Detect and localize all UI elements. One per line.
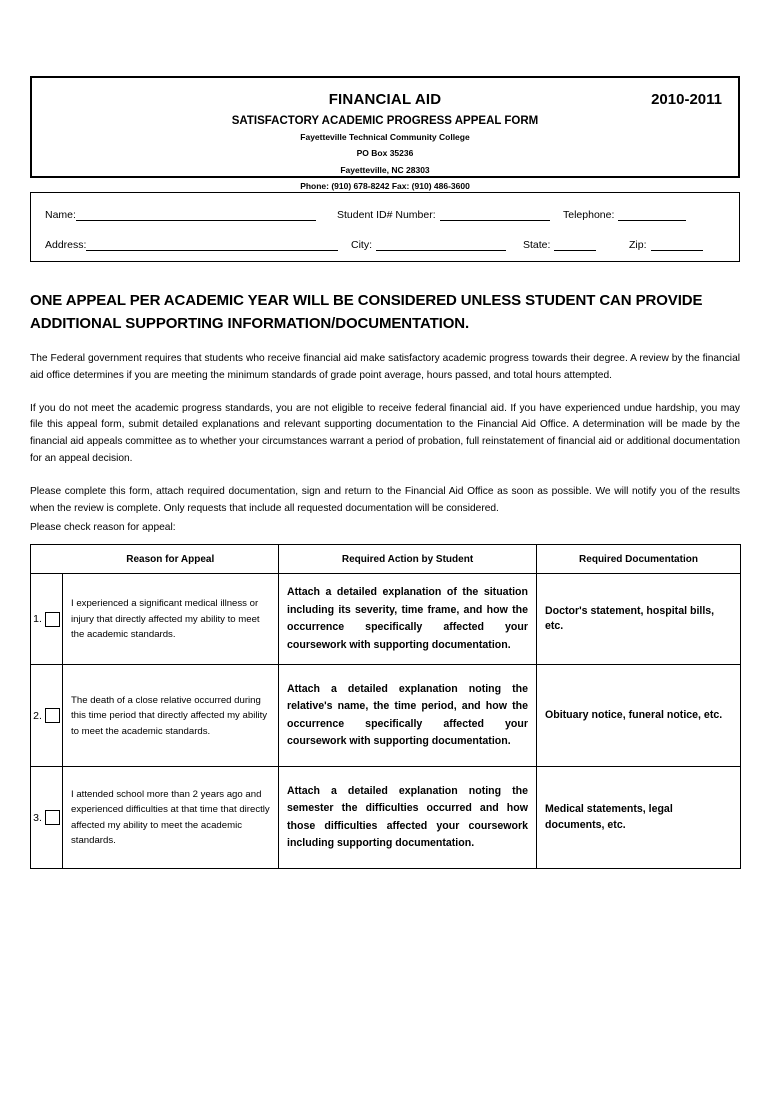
- phone-fax: Phone: (910) 678-8242 Fax: (910) 486-3600: [300, 181, 470, 192]
- zip-field[interactable]: [629, 239, 703, 251]
- row-2-action: Attach a detailed explanation noting the relative's name, the time period, and how the occurrence specifically affected your coursework with supporting documentation.: [279, 665, 537, 767]
- city-state-zip: Fayetteville, NC 28303: [340, 164, 430, 175]
- row-2-number-cell[interactable]: [31, 665, 63, 767]
- header-reason: Reason for Appeal: [63, 545, 279, 574]
- address-input[interactable]: [86, 239, 338, 251]
- row-2-number: 2.: [33, 709, 42, 722]
- header-documentation: Required Documentation: [537, 545, 741, 574]
- name-input[interactable]: [76, 209, 316, 221]
- table-row: [31, 767, 741, 869]
- paragraph-submission-instructions: Please complete this form, attach required documentation, sign and return to the Financial Aid Office as soon as possible. We will notify you of the results when the review is complete. Only requests that include all requested documentation will be considered.: [30, 485, 740, 514]
- row-2-documentation: Obituary notice, funeral notice, etc.: [537, 665, 741, 767]
- row-1-action: Attach a detailed explanation of the situation including its severity, time frame, and how the occurrence specifically affected your coursework with supporting documentation.: [279, 574, 537, 665]
- city-label: City:: [351, 239, 372, 251]
- row-3-number-cell[interactable]: [31, 767, 63, 869]
- address-field[interactable]: [45, 239, 338, 251]
- telephone-input[interactable]: [618, 209, 686, 221]
- row-1-number-cell[interactable]: [31, 574, 63, 665]
- address-label: Address:: [45, 239, 87, 251]
- row-3-documentation: Medical statements, legal documents, etc.: [537, 767, 741, 869]
- paragraph-appeal-process: If you do not meet the academic progress standards, you are not eligible to receive federal financial aid. If you have experienced undue hardship, you may file this appeal form, submit detailed explanations and relevant supporting documentation to the Financial Aid Office. A determination will be made by the financial aid appeals committee as to whether your circumstances warrant a period of probation, full reinstatement of financial aid or additional documentation for an appeal decision.: [30, 402, 740, 465]
- name-label: Name:: [45, 209, 76, 221]
- table-header-row: [31, 545, 741, 574]
- state-label: State:: [523, 239, 551, 251]
- zip-label: Zip:: [629, 239, 647, 251]
- table-row: [31, 665, 741, 767]
- student-id-label: Student ID# Number:: [337, 209, 436, 221]
- city-input[interactable]: [376, 239, 506, 251]
- state-field[interactable]: [523, 239, 596, 251]
- identity-section: [30, 192, 740, 262]
- row-3-action: Attach a detailed explanation noting the semester the difficulties occurred and how those difficulties affected your coursework including supporting documentation.: [279, 767, 537, 869]
- row-1-reason: I experienced a significant medical illness or injury that directly affected my ability to meet the academic standards.: [63, 574, 279, 665]
- academic-year: 2010-2011: [651, 91, 722, 108]
- form-header: [30, 76, 740, 192]
- row-3-number: 3.: [33, 811, 42, 824]
- page-title: FINANCIAL AID: [328, 91, 442, 108]
- header-action: Required Action by Student: [279, 545, 537, 574]
- paragraph-federal-requirement: The Federal government requires that students who receive financial aid make satisfactory academic progress towards their degree. A review by the financial aid office determines if you are meeting the minimum standards of grade point average, hours passed, and total hours attempted.: [30, 353, 740, 381]
- state-input[interactable]: [554, 239, 596, 251]
- telephone-field[interactable]: [563, 209, 686, 221]
- row-2-reason: The death of a close relative occurred during this time period that directly affected my ability to meet the academic standards.: [63, 665, 279, 767]
- row-2-checkbox[interactable]: [45, 708, 60, 723]
- appeal-reasons-table: [30, 544, 741, 869]
- student-id-input[interactable]: [440, 209, 550, 221]
- telephone-label: Telephone:: [563, 209, 615, 221]
- check-reason-instruction: Please check reason for appeal:: [30, 521, 176, 533]
- table-row: [31, 574, 741, 665]
- row-1-checkbox[interactable]: [45, 612, 60, 627]
- row-3-checkbox[interactable]: [45, 810, 60, 825]
- row-1-number: 1.: [33, 613, 42, 626]
- header-spacer: [31, 545, 63, 574]
- form-subtitle: SATISFACTORY ACADEMIC PROGRESS APPEAL FORM: [231, 115, 539, 127]
- name-field[interactable]: [45, 209, 316, 221]
- appeal-policy-headline: ONE APPEAL PER ACADEMIC YEAR WILL BE CONSIDERED UNLESS STUDENT CAN PROVIDE ADDITIONAL SUPPORTING INFORMATION/DOCUMENTATION.: [30, 292, 703, 332]
- form-page: [0, 76, 770, 1100]
- zip-input[interactable]: [651, 239, 703, 251]
- student-id-field[interactable]: [337, 209, 550, 221]
- institution-name: Fayetteville Technical Community College: [300, 132, 470, 142]
- row-1-documentation: Doctor's statement, hospital bills, etc.: [537, 574, 741, 665]
- city-field[interactable]: [351, 239, 506, 251]
- po-box: PO Box 35236: [356, 148, 414, 159]
- row-3-reason: I attended school more than 2 years ago and experienced difficulties at that time that directly affected my ability to meet the academic standards.: [63, 767, 279, 869]
